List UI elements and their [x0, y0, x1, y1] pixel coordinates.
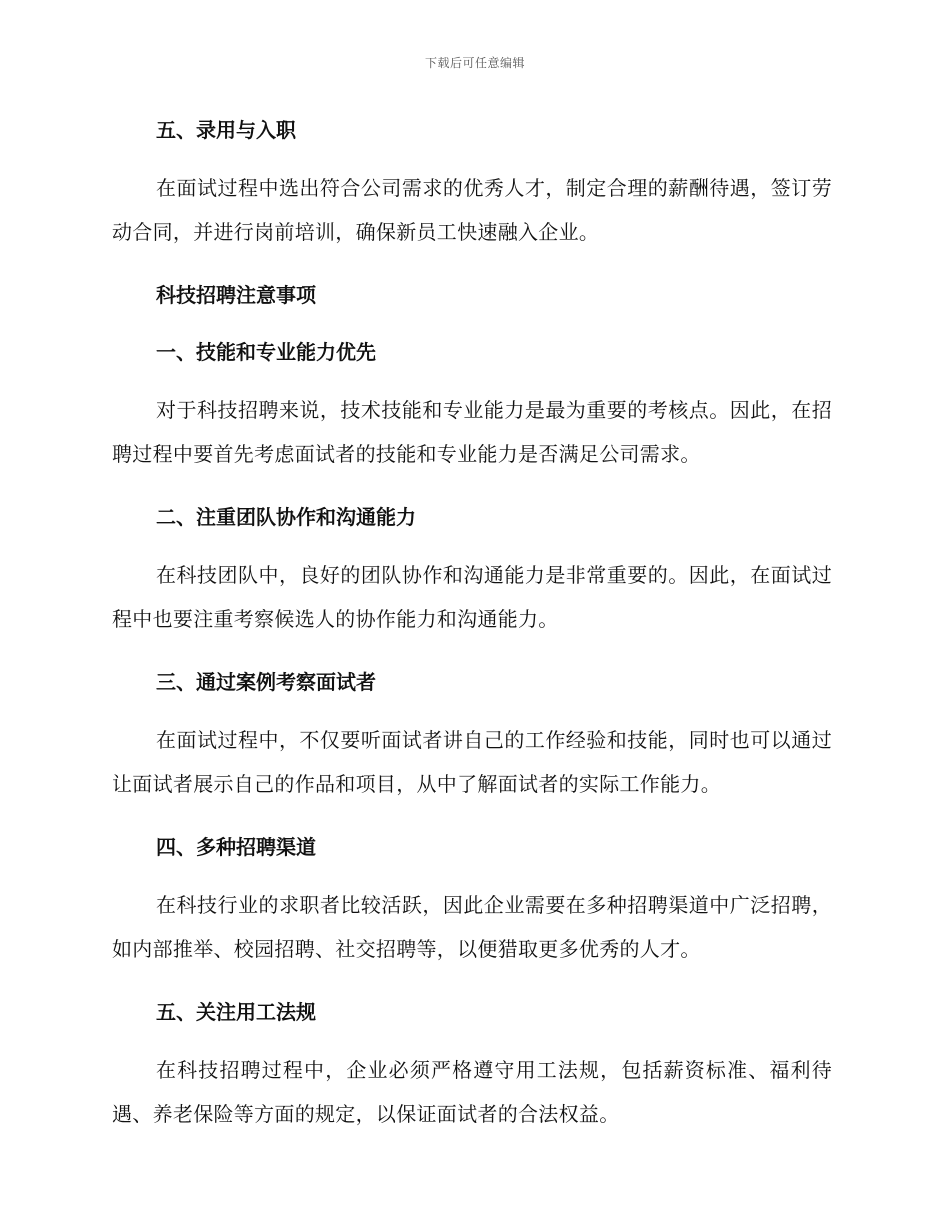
section-heading-skills-priority: 一、技能和专业能力优先	[156, 340, 376, 364]
section-paragraph-recruitment-channels: 在科技行业的求职者比较活跃，因此企业需要在多种招聘渠道中广泛招聘，如内部推举、校园招聘、社交招聘等，以便猎取更多优秀的人才。	[112, 893, 832, 961]
section-paragraph-hiring-onboarding: 在面试过程中选出符合公司需求的优秀人才，制定合理的薪酬待遇，签订劳动合同，并进行岗前培训，确保新员工快速融入企业。	[112, 176, 832, 244]
section-paragraph-case-assessment: 在面试过程中，不仅要听面试者讲自己的工作经验和技能，同时也可以通过让面试者展示自己的作品和项目，从中了解面试者的实际工作能力。	[112, 728, 832, 796]
section-heading-hiring-onboarding: 五、录用与入职	[156, 118, 296, 142]
section-heading-tech-recruitment-notes: 科技招聘注意事项	[156, 283, 316, 307]
section-heading-case-assessment: 三、通过案例考察面试者	[156, 670, 376, 694]
header-note: 下载后可任意编辑	[424, 56, 525, 70]
section-paragraph-teamwork-communication: 在科技团队中，良好的团队协作和沟通能力是非常重要的。因此，在面试过程中也要注重考察候选人的协作能力和沟通能力。	[112, 563, 832, 631]
section-heading-labor-regulations: 五、关注用工法规	[156, 1000, 316, 1024]
section-paragraph-skills-priority: 对于科技招聘来说，技术技能和专业能力是最为重要的考核点。因此，在招聘过程中要首先考虑面试者的技能和专业能力是否满足公司需求。	[112, 398, 832, 466]
section-heading-teamwork-communication: 二、注重团队协作和沟通能力	[156, 505, 416, 529]
section-paragraph-labor-regulations: 在科技招聘过程中，企业必须严格遵守用工法规，包括薪资标准、福利待遇、养老保险等方面的规定，以保证面试者的合法权益。	[112, 1058, 832, 1126]
section-heading-recruitment-channels: 四、多种招聘渠道	[156, 835, 316, 859]
document-body	[112, 114, 832, 1161]
